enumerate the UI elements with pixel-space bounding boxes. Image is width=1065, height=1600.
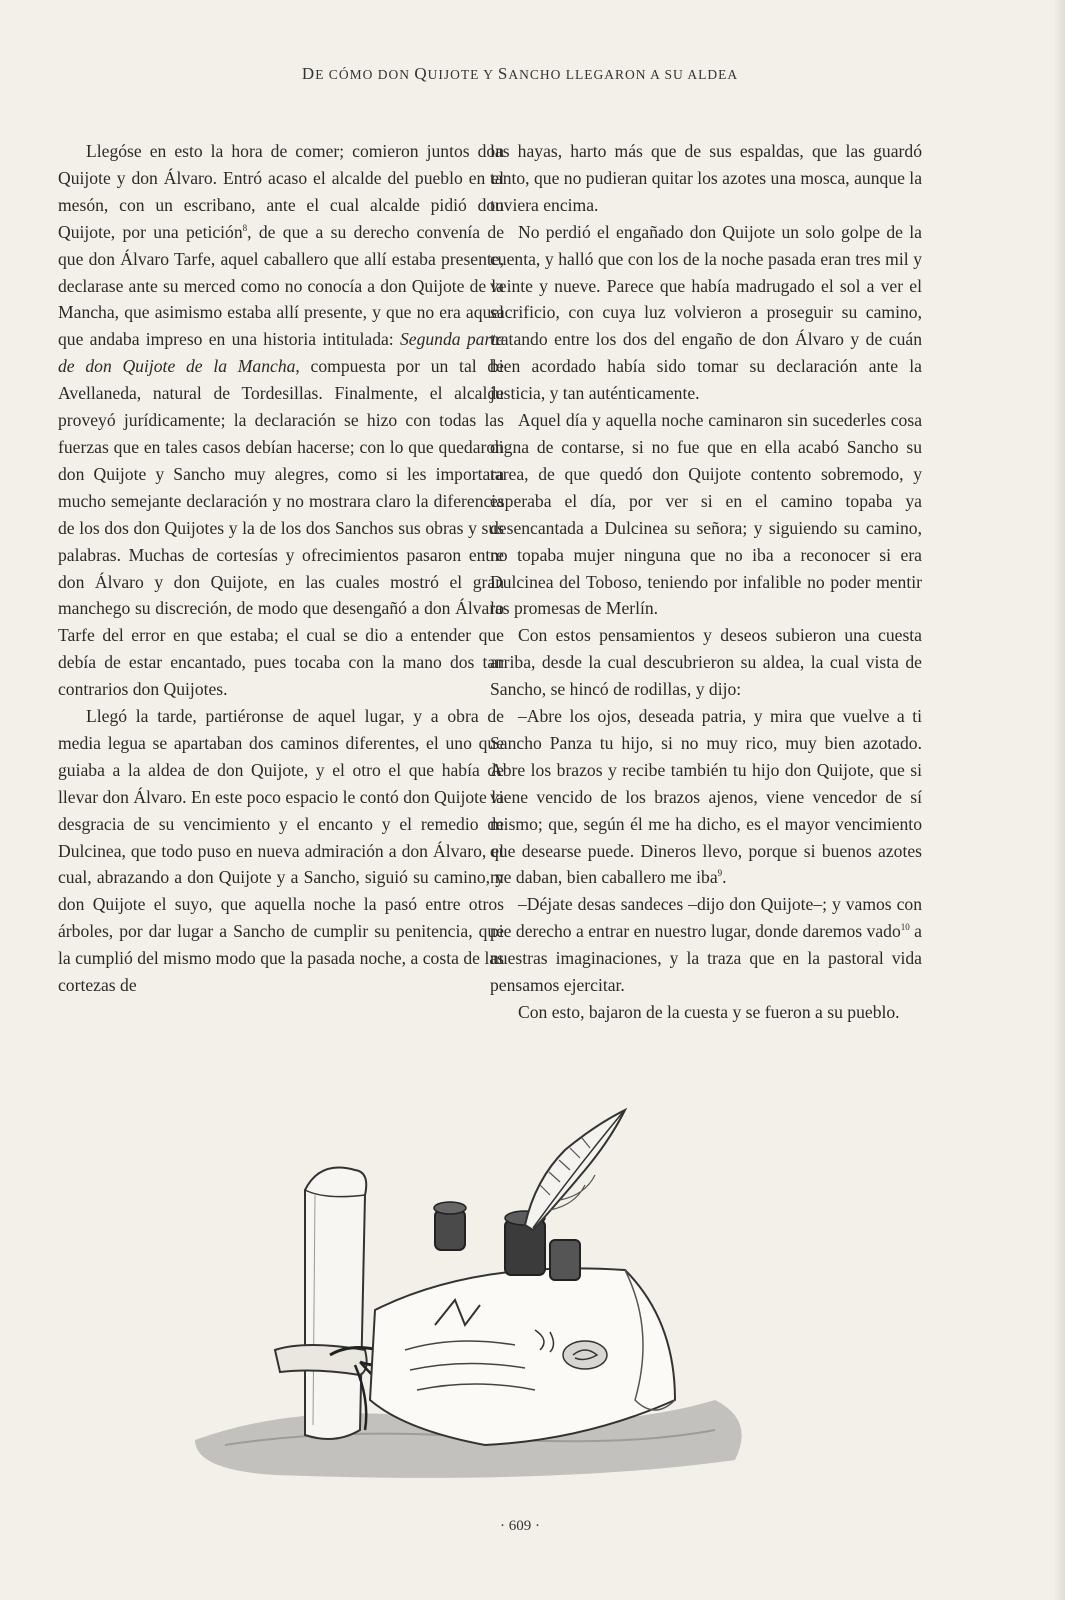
paragraph bbox=[58, 703, 504, 999]
paragraph-text: –Déjate desas sandeces –dijo don Quijote–; y vamos con pie derecho a entrar en nuestro lugar, donde daremos vado bbox=[490, 894, 922, 942]
paragraph bbox=[58, 138, 504, 703]
paragraph-text: , compuesta por un tal de Avellaneda, natural de Tordesillas. Finalmente, el alcalde proveyó jurídicamente; la declaración se hizo con todas las fuerzas que en tales casos debían hacerse; con lo que quedaron don Quijote y Sancho muy alegres, como si les importara mucho semejante declaración y no mostrara claro la diferencia de los dos don Quijotes y la de los dos Sanchos sus obras y sus palabras. Muchas de cortesías y ofrecimientos pasaron entre don Álvaro y don Quijote, en las cuales mostró el gran manchego su discreción, de modo que desengañó a don Álvaro Tarfe del error en que estaba; el cual se dio a entender que debía de estar encantado, pues tocaba con la mano dos tan contrarios don Quijotes. bbox=[58, 356, 504, 700]
paragraph bbox=[490, 999, 922, 1026]
footnote-marker: 10 bbox=[900, 922, 910, 933]
paragraph-text: Aquel día y aquella noche caminaron sin sucederles cosa digna de contarse, si no fue que en ella acabó Sancho su tarea, de que quedó don Quijote contento sobremodo, y esperaba el día, por ver si en el camino topaba ya desencantada a Dulcinea su señora; y siguiendo su camino, no topaba mujer ninguna que no iba a reconocer si era Dulcinea del Toboso, teniendo por infalible no poder mentir las promesas de Merlín. bbox=[490, 410, 922, 619]
page-gutter-shade bbox=[1053, 0, 1065, 1600]
paragraph-text: Llegóse en esto la hora de comer; comieron juntos don Quijote y don Álvaro. Entró acaso el alcalde del pueblo en el mesón, con un escribano, ante el cual alcalde pidió don Quijote, por una petición bbox=[58, 141, 504, 242]
footnote-marker: 9 bbox=[717, 868, 723, 879]
running-head-part: Q bbox=[414, 64, 428, 83]
running-head-part: S bbox=[497, 64, 509, 83]
page-number: · 609 · bbox=[500, 1518, 540, 1534]
paragraph bbox=[490, 891, 922, 999]
right-text-column bbox=[490, 138, 922, 1026]
book-title-italic: Segunda parte de don Quijote de la Mancha bbox=[58, 329, 504, 377]
running-head-part: D bbox=[301, 64, 316, 83]
paragraph-text: . bbox=[722, 867, 727, 888]
running-head bbox=[0, 64, 1040, 84]
paragraph bbox=[490, 622, 922, 703]
running-head-part: E CÓMO DON bbox=[315, 67, 415, 82]
left-text-column bbox=[58, 138, 504, 999]
paragraph bbox=[490, 219, 922, 407]
paragraph-text: –Abre los ojos, deseada patria, y mira que vuelve a ti Sancho Panza tu hijo, si no muy rico, muy bien azotado. Abre los brazos y recibe también tu hijo don Quijote, que si viene vencido de los brazos ajenos, viene vencedor de sí mismo; que, según él me ha dicho, es el mayor vencimiento que desearse puede. Dineros llevo, porque si buenos azotes me daban, bien caballero me iba bbox=[490, 706, 922, 888]
footnote-marker: 8 bbox=[242, 222, 248, 233]
scroll-quill-inkwell-illustration bbox=[155, 1100, 795, 1490]
paragraph bbox=[490, 407, 922, 622]
paragraph-text: , de que a su derecho convenía de que don Álvaro Tarfe, aquel caballero que allí estaba presente, declarase ante su merced como no conocía a don Quijote de la Mancha, que asimismo estaba allí presente, y que no era aquel que andaba impreso en una historia intitulada: bbox=[58, 221, 504, 350]
paragraph-text: Con esto, bajaron de la cuesta y se fueron a su pueblo. bbox=[518, 1002, 900, 1022]
paragraph-text: a nuestras imaginaciones, y la traza que en la pastoral vida pensamos ejercitar. bbox=[490, 921, 922, 996]
paragraph bbox=[490, 138, 922, 219]
running-head-part: UIJOTE Y bbox=[427, 67, 498, 82]
paragraph-text: No perdió el engañado don Quijote un solo golpe de la cuenta, y halló que con los de la noche pasada eran tres mil y veinte y nueve. Parece que había madrugado el sol a ver el sacrificio, con cuya luz volvieron a proseguir su camino, tratando entre los dos del engaño de don Álvaro y de cuán bien acordado había sido tomar su declaración ante la justicia, y tan auténticamente. bbox=[490, 221, 922, 404]
paragraph-text: Con estos pensamientos y deseos subieron una cuesta arriba, desde la cual descubrieron su aldea, la cual vista de Sancho, se hincó de rodillas, y dijo: bbox=[490, 625, 922, 700]
paragraph-text: Llegó la tarde, partiéronse de aquel lugar, y a obra de media legua se apartaban dos caminos diferentes, el uno que guiaba a la aldea de don Quijote, y el otro el que había de llevar don Álvaro. En este poco espacio le contó don Quijote la desgracia de su vencimiento y el encanto y el remedio de Dulcinea, que todo puso en nueva admiración a don Álvaro, el cual, abrazando a don Quijote y a Sancho, siguió su camino, y don Quijote el suyo, que aquella noche la pasó entre otros árboles, por dar lugar a Sancho de cumplir su penitencia, que la cumplió del mismo modo que la pasada noche, a costa de las cortezas de bbox=[58, 706, 504, 996]
paragraph bbox=[490, 703, 922, 891]
running-head-part: ANCHO LLEGARON A SU ALDEA bbox=[508, 67, 739, 82]
paragraph-text: las hayas, harto más que de sus espaldas, que las guardó tanto, que no pudieran quitar los azotes una mosca, aunque la tuviera encima. bbox=[490, 141, 922, 215]
